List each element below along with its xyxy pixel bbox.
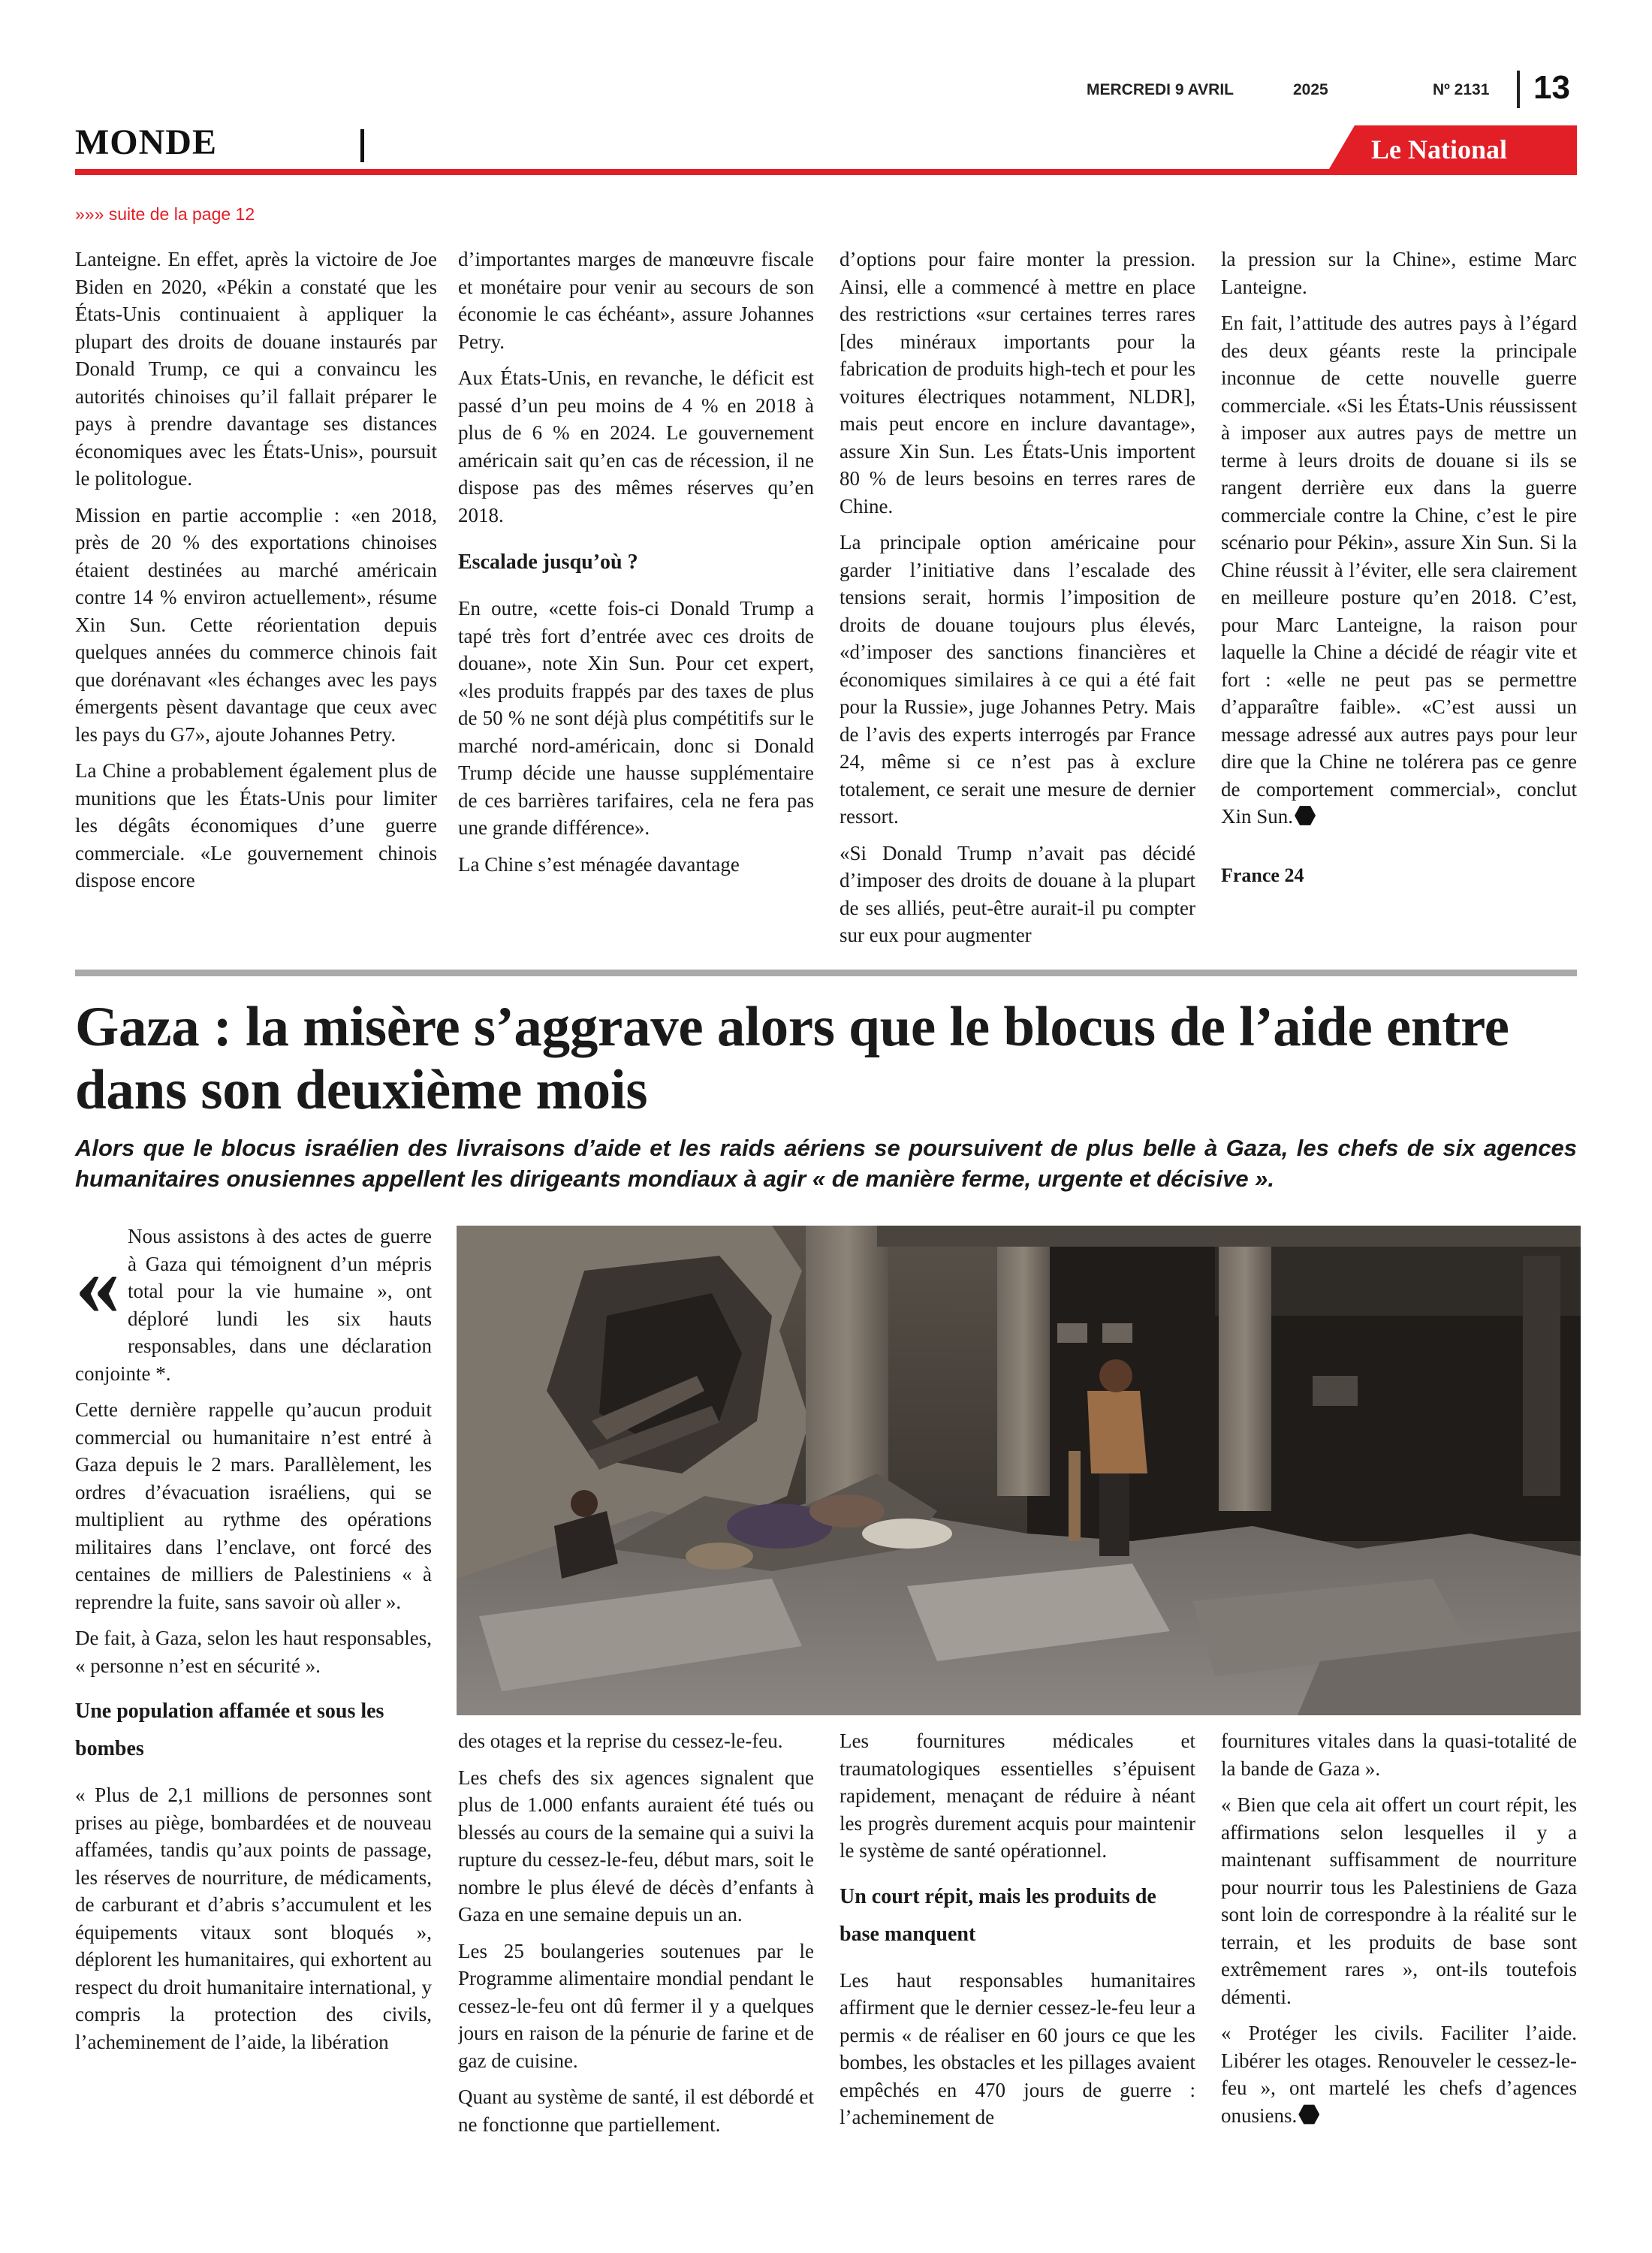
paragraph: fournitures vitales dans la quasi-totalité de la bande de Gaza ». <box>1221 1730 1577 1780</box>
section-title: MONDE <box>75 122 217 162</box>
paragraph: Aux États-Unis, en revanche, le déficit est passé d’un peu moins de 4 % en 2018 à plus de 6 % en 2024. Le gouvernement américain sait qu’en cas de récession, il ne dispose pas des mêmes réserves qu’en 2018. <box>458 366 814 526</box>
paragraph: Cette dernière rappelle qu’aucun produit commercial ou humanitaire n’est entré à Gaza depuis le 2 mars. Parallèlement, les ordres d’évacuation israéliens, qui se multiplient au rythme des opérations militaires dans l’enclave, ont forcé des centaines de milliers de Palestiniens « à reprendre la fuite, sans savoir où aller ». <box>75 1398 432 1613</box>
paragraph-text: « Protéger les civils. Faciliter l’aide. Libérer les otages. Renouveler le cessez-le-feu », ont martelé les chefs d’agences onusiens. <box>1221 2022 1577 2127</box>
paragraph: «Si Donald Trump n’avait pas décidé d’imposer des droits de douane à la plupart de ses alliés, peut-être aurait-il pu compter sur eux pour augmenter <box>840 841 1195 946</box>
paragraph: des otages et la reprise du cessez-le-feu. <box>458 1730 783 1752</box>
drop-quote-spacer <box>75 1223 128 1335</box>
paragraph: la pression sur la Chine», estime Marc Lanteigne. <box>1221 248 1577 298</box>
paragraph: De fait, à Gaza, selon les haut responsables, « personne n’est en sécurité ». <box>75 1627 432 1677</box>
continued-from-link[interactable]: »»» suite de la page 12 <box>75 204 255 224</box>
paragraph-text: Nous assistons à des actes de guerre à Gaza qui témoignent d’un mépris total pour la vie humaine », ont déploré lundi les six hauts responsables, dans une déclaration conjointe *. <box>75 1225 432 1385</box>
subheading: Une population affamée et sous les bombes <box>75 1700 384 1760</box>
paragraph <box>75 1223 432 1387</box>
paragraph: Les haut responsables humanitaires affirment que le dernier cessez-le-feu leur a permis « de réaliser en 60 jours ce que les bombes, les obstacles et les pillages avaient empêchés en 470 jours de guerre : l’acheminement de <box>840 1968 1195 2128</box>
paragraph: Lanteigne. En effet, après la victoire de Joe Biden en 2020, «Pékin a constaté que les États-Unis continuaient à appliquer la plupart des droits de douane instaurés par Donald Trump, ce qui a convaincu les autorités chinoises qu’il fallait préparer le pays à prendre davantage ses distances économiques avec les États-Unis», poursuit le politologue. <box>75 248 437 490</box>
paragraph: En outre, «cette fois-ci Donald Trump a tapé très fort d’entrée avec ces droits de douane», note Xin Sun. Pour cet expert, «les produits frappés par des taxes de plus de 50 % ne sont déjà plus compétitifs sur le marché nord-américain, donc si Donald Trump décide une hausse supplémentaire de ces barrières tarifaires, cela ne fera pas une grande différence». <box>458 597 814 839</box>
paragraph: Les fournitures médicales et traumatologiques essentielles s’épuisent rapidement, menaçant de réduire à néant les progrès durement acquis pour maintenir le système de santé opérationnel. <box>840 1730 1195 1862</box>
header-divider <box>1517 71 1520 108</box>
article1-column-3 <box>840 246 1195 955</box>
article2-column-4 <box>1221 1727 1577 2163</box>
issue-number: Nº 2131 <box>1433 81 1490 98</box>
paragraph: d’options pour faire monter la pression. Ainsi, elle a commencé à mettre en place des restrictions «sur certaines terres rares [des minéraux importants pour la fabrication de produits high-tech et pour les voitures électriques notamment, NLDR], mais peut encore en inclure davantage», assure Xin Sun. Les États-Unis importent 80 % de leurs besoins en terres rares de Chine. <box>840 248 1195 517</box>
paragraph <box>1221 2019 1577 2129</box>
drop-quote-mark: « <box>75 1234 120 1334</box>
paragraph: La Chine s’est ménagée davantage <box>458 852 740 876</box>
article-headline: Gaza : la misère s’aggrave alors que le blocus de l’aide entre dans son deuxième mois <box>75 996 1509 1121</box>
hexagon-end-icon <box>1298 2104 1319 2125</box>
article2-column-2 <box>458 1727 814 2163</box>
paragraph-text: En fait, l’attitude des autres pays à l’égard des deux géants reste la principale inconnue de cette nouvelle guerre commerciale. «Si les États-Unis réussissent à imposer aux autres pays de mettre un terme à leurs droits de douane si ils se rangent derrière eux dans la guerre commerciale contre la Chine, c’est le pire scénario pour Pékin», assure Xin Sun. Si la Chine réussit à l’éviter, elle sera clairement en meilleure posture qu’en 2018. C’est, pour Marc Lanteigne, la raison pour laquelle la Chine a décidé de réagir vite et fort : «elle ne peut pas se permettre d’apparaître faible». «C’est aussi un message adressé aux autres pays pour leur dire que la Chine ne tolérera pas ce genre de comportement commercial», conclut Xin Sun. <box>1221 312 1577 828</box>
issue-date: MERCREDI 9 AVRIL <box>1087 81 1234 98</box>
section-divider <box>360 129 364 162</box>
subheading: Un court répit, mais les produits de base manquent <box>840 1884 1156 1946</box>
paragraph <box>1221 309 1577 831</box>
paragraph: « Bien que cela ait offert un court répit, les affirmations selon lesquelles il y a maintenant suffisamment de nourriture pour nourrir tous les Palestiniens de Gaza sont loin de correspondre à la réalité sur le terrain, et les produits de base sont extrêmement rares », ont-ils toutefois démenti. <box>1221 1793 1577 2008</box>
paragraph: Les chefs des six agences signalent que plus de 1.000 enfants auraient été tués ou blessés au cours de la semaine qui a suivi la rupture du cessez-le-feu, début mars, soit le nombre le plus élevé de décès d’enfants à Gaza en une semaine depuis un an. <box>458 1766 814 1926</box>
newspaper-name: Le National <box>1371 134 1508 164</box>
paragraph: La Chine a probablement également plus de munitions que les États-Unis pour limiter les dégâts économiques d’une guerre commerciale. «Le gouvernement chinois dispose encore <box>75 759 437 891</box>
page-number: 13 <box>1533 69 1570 106</box>
subheading: Escalade jusqu’où ? <box>458 550 638 574</box>
article-separator <box>75 970 1577 976</box>
article2-column-1 <box>75 1223 432 2161</box>
article1-column-2 <box>458 246 814 955</box>
paragraph: Quant au système de santé, il est débordé et ne fonctionne que partiellement. <box>458 2086 814 2136</box>
article-standfirst: Alors que le blocus israélien des livraisons d’aide et les raids aériens se poursuivent de plus belle à Gaza, les chefs de six agences humanitaires onusiennes appellent les dirigeants mondiaux à agir « de manière ferme, urgente et décisive ». <box>75 1135 1577 1192</box>
article2-column-3 <box>840 1727 1195 2163</box>
paragraph: La principale option américaine pour garder l’initiative dans l’escalade des tensions serait, hormis l’imposition de droits de douane toujours plus élevés, «d’imposer des sanctions financières et économiques similaires à ce qui a été fait pour la Russie», juge Johannes Petry. Mais de l’avis des experts interrogés par France 24, même si ce n’est pas à exclure totalement, ce serait une mesure de dernier ressort. <box>840 531 1195 828</box>
issue-year: 2025 <box>1293 81 1328 98</box>
hexagon-end-icon <box>1295 805 1316 826</box>
article-source: France 24 <box>1221 864 1304 886</box>
rubble-photo <box>457 1226 1581 1715</box>
article1-column-1 <box>75 246 437 955</box>
paragraph: « Plus de 2,1 millions de personnes sont prises au piège, bombardées et de nouveau affamées, tandis qu’aux points de passage, les réserves de nourriture, de médicaments, de carburant et d’abris s’accumulent et les équipements vitaux sont bloqués », déplorent les humanitaires, qui exhortent au respect du droit humanitaire international, y compris la protection des civils, l’acheminement de l’aide, la libération <box>75 1784 432 2053</box>
header-rule <box>75 169 1577 175</box>
paragraph: d’importantes marges de manœuvre fiscale et monétaire pour venir au secours de son économie le cas échéant», assure Johannes Petry. <box>458 248 814 353</box>
article1-column-4 <box>1221 246 1577 955</box>
paragraph: Mission en partie accomplie : «en 2018, près de 20 % des exportations chinoises étaient destinées au marché américain contre 14 % environ actuellement», résume Xin Sun. Cette réorientation depuis quelques années du commerce chinois fait que dorénavant «les échanges avec les pays émergents pèsent davantage que ceux avec les pays du G7», ajoute Johannes Petry. <box>75 503 437 746</box>
gaza-destroyed-building-image <box>457 1226 1581 1715</box>
paragraph: Les 25 boulangeries soutenues par le Programme alimentaire mondial pendant le cessez-le-feu ont dû fermer il y a quelques jours en raison de la pénurie de farine et de gaz de cuisine. <box>458 1939 814 2072</box>
